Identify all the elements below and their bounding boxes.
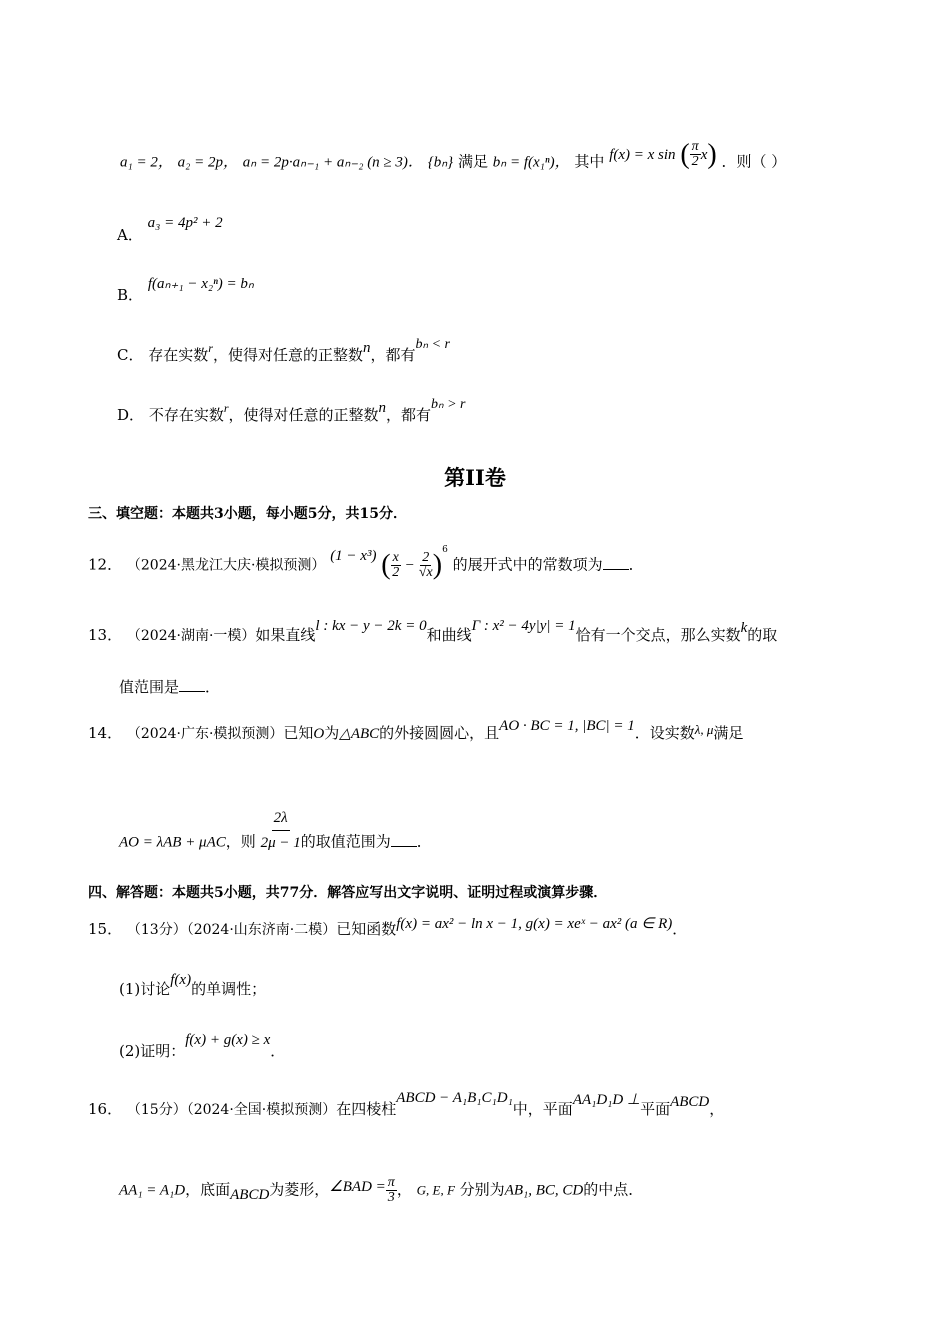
q13-curve-eq: Γ : x² − 4y|y| = 1 [471,618,576,634]
q12-paren-open: ( [381,549,391,581]
q11-text-2: 其中 [574,152,605,171]
q16-score: （15分） [126,1102,187,1118]
q14-fraction [261,806,301,855]
q14-answer-blank[interactable] [391,832,417,847]
q11-paren-close: ) [707,138,717,170]
q13-line-eq: l : kx − y − 2k = 0 [315,618,427,634]
q13-text-3: 恰有一个交点，那么实数 [575,626,741,644]
q16-text-8: 分别为 [459,1180,505,1199]
q11-stem [120,138,787,177]
q12-frac-2 [419,551,433,580]
q14-frac-num: 2λ [272,806,290,831]
q12 [88,544,644,581]
q14-triangle: △ABC [339,726,380,742]
q16-points: G, E, F [416,1182,455,1198]
q15-part-1 [119,972,267,1001]
q16-angle-frac [386,1176,397,1205]
option-b-expr: f(aₙ₊₁ − x₂ⁿ) = bₙ [147,276,254,292]
q11-text-1: 满足 [457,152,488,171]
section-3-title: 三、填空题：本题共3小题，每小题5分，共15分． [88,506,407,522]
q16-segments: AB₁, BC, CD [504,1182,584,1199]
q12-minus: − [405,557,415,574]
option-d-text-1: 不存在实数 [148,406,224,424]
q14-text-3: 的外接圆圆心，且 [379,724,500,742]
q11-option-b [117,276,254,307]
q12-text: 的展开式中的常数项为 [452,555,603,574]
q16-angle-num: π [387,1175,395,1190]
q14-end: ． [416,832,432,851]
q14-lambda-mu: λ, μ [694,722,714,737]
q11-paren-open: ( [680,138,690,170]
q12-frac-1 [391,551,401,580]
q14-text-6: ，则 [225,832,256,851]
q14-line-1 [88,718,744,745]
option-a-label: A． [117,226,143,244]
option-d-label: D． [117,406,145,424]
q12-source: （2024·黑龙江大庆·模拟预测） [126,557,326,574]
option-b-label: B． [117,286,144,304]
q16-text-2: 中，平面 [512,1100,573,1118]
q16-line-2 [119,1176,643,1205]
option-c-r: r [208,341,213,355]
q16-text-3: 平面 [640,1100,671,1118]
q13-text-2: 和曲线 [426,626,472,644]
q16-number: 16． [88,1100,123,1118]
q13-number: 13． [88,626,123,644]
q12-frac-1-den: 2 [392,565,400,580]
q14-text-2: 为 [324,724,340,742]
q15-score: （13分） [126,922,187,938]
q13-answer-blank[interactable] [179,677,205,692]
q11-a1: a₁ = 2， [120,154,173,171]
q12-frac-2-num: 2 [422,550,430,565]
q11-text-3: ．则（ ） [721,152,787,171]
q13-line-2 [119,676,220,698]
q11-bn-def: bₙ = f(x₁ⁿ)， [492,154,570,171]
q12-answer-blank[interactable] [603,555,629,570]
q11-a2: a₂ = 2p， [177,154,238,171]
q11-f-frac [690,140,701,169]
q15 [88,918,687,941]
q12-paren-close: ) [432,549,443,581]
q14-line-2 [119,810,432,867]
q16-source: （2024·全国·模拟预测） [186,1102,337,1118]
q13-source: （2024·湖南·一模） [126,628,256,644]
q16-plane-1: AA₁D₁D ⊥ [572,1092,641,1108]
q15-number: 15． [88,920,123,938]
option-c-text-1: 存在实数 [148,346,209,364]
option-c-text-3: ，都有 [370,346,416,364]
q14-text-4: ．设实数 [634,724,695,742]
q11-option-d [117,397,466,428]
q14-source: （2024·广东·模拟预测） [126,726,284,742]
q16-angle-den: 3 [387,1190,395,1205]
q12-frac-2-den: √x [418,565,433,580]
q13-text-5: 值范围是 [119,678,180,696]
q11-option-c [117,337,450,368]
q12-power: 6 [442,544,448,555]
q11-bn: {bₙ} [427,154,454,171]
q16-text-4: ， [709,1100,725,1118]
q14-text-1: 已知 [283,724,314,742]
option-c-n: n [362,340,371,356]
option-d-text-2: ，使得对任意的正整数 [228,406,379,424]
q12-number: 12． [88,555,123,574]
q15-p1-label: (1)讨论 [119,980,171,998]
q16-plane-2: ABCD [670,1094,710,1110]
q11-f-frac-den: 2 [691,154,699,169]
q15-p2-ineq: f(x) + g(x) ≥ x [185,1032,271,1048]
q11-option-a [117,215,223,247]
q14-vector-eq: AO = λAB + μAC [119,834,226,851]
q11-recurrence: aₙ = 2p·aₙ₋₁ + aₙ₋₂ (n ≥ 3)． [242,154,423,171]
q16-prism: ABCD − A₁B₁C₁D₁ [396,1090,513,1106]
section-4-title: 四、解答题：本题共5小题，共77分．解答应写出文字说明、证明过程或演算步骤． [88,885,608,901]
q16-text-1: 在四棱柱 [336,1100,397,1118]
option-c-text-2: ，使得对任意的正整数 [212,346,363,364]
option-d-ineq: bₙ > r [431,397,466,412]
q12-expr-left: (1 − x³) [330,547,377,564]
q12-frac-1-num: x [392,550,399,565]
q16-eq: AA₁ = A₁D [119,1182,186,1199]
q16-line-1 [88,1090,725,1121]
q13-end: ． [205,678,221,696]
q15-p2-label: (2)证明： [119,1042,186,1060]
q16-base: ABCD [230,1186,270,1203]
q15-functions: f(x) = ax² − ln x − 1, g(x) = xeˣ − ax² (a ∈ R) [396,916,673,932]
q15-p1-text: 的单调性； [191,980,267,998]
option-d-text-3: ，都有 [386,406,432,424]
part-2-title: 第II卷 [444,465,506,490]
q12-end: ． [628,555,644,574]
q11-f-x: x [700,146,708,163]
q14-text-5: 满足 [713,724,744,742]
q16-text-9: 的中点． [583,1180,644,1199]
q14-text-7: 的取值范围为 [300,832,391,851]
q15-text-1: 已知函数 [336,920,397,938]
q15-p2-end: ． [270,1042,286,1060]
q15-source: （2024·山东济南·二模） [186,922,337,938]
q14-frac-den: 2μ − 1 [260,835,301,851]
q11-f-def: f(x) = x sin [609,146,676,163]
option-d-n: n [378,400,387,416]
q13-text-4: 的取 [747,626,778,644]
q14-O: O [313,726,325,742]
q15-part-2 [119,1032,286,1063]
q16-angle: ∠BAD = [329,1178,386,1195]
option-c-ineq: bₙ < r [415,337,450,352]
option-c-label: C． [117,346,144,364]
option-a-expr: a₃ = 4p² + 2 [147,215,223,231]
q15-end: ． [672,920,688,938]
q14-number: 14． [88,724,123,742]
q15-p1-f: f(x) [170,972,192,988]
q13-line-1 [88,618,778,647]
option-d-r: r [223,401,229,415]
q16-text-7: ， [396,1180,412,1199]
q16-text-6: 为菱形， [269,1180,330,1199]
q11-f-frac-num: π [691,139,699,154]
q14-condition: AO · BC = 1, |BC| = 1 [499,718,635,734]
q13-text-1: 如果直线 [255,626,316,644]
q13-k: k [740,620,748,636]
q16-text-5: ，底面 [185,1180,231,1199]
